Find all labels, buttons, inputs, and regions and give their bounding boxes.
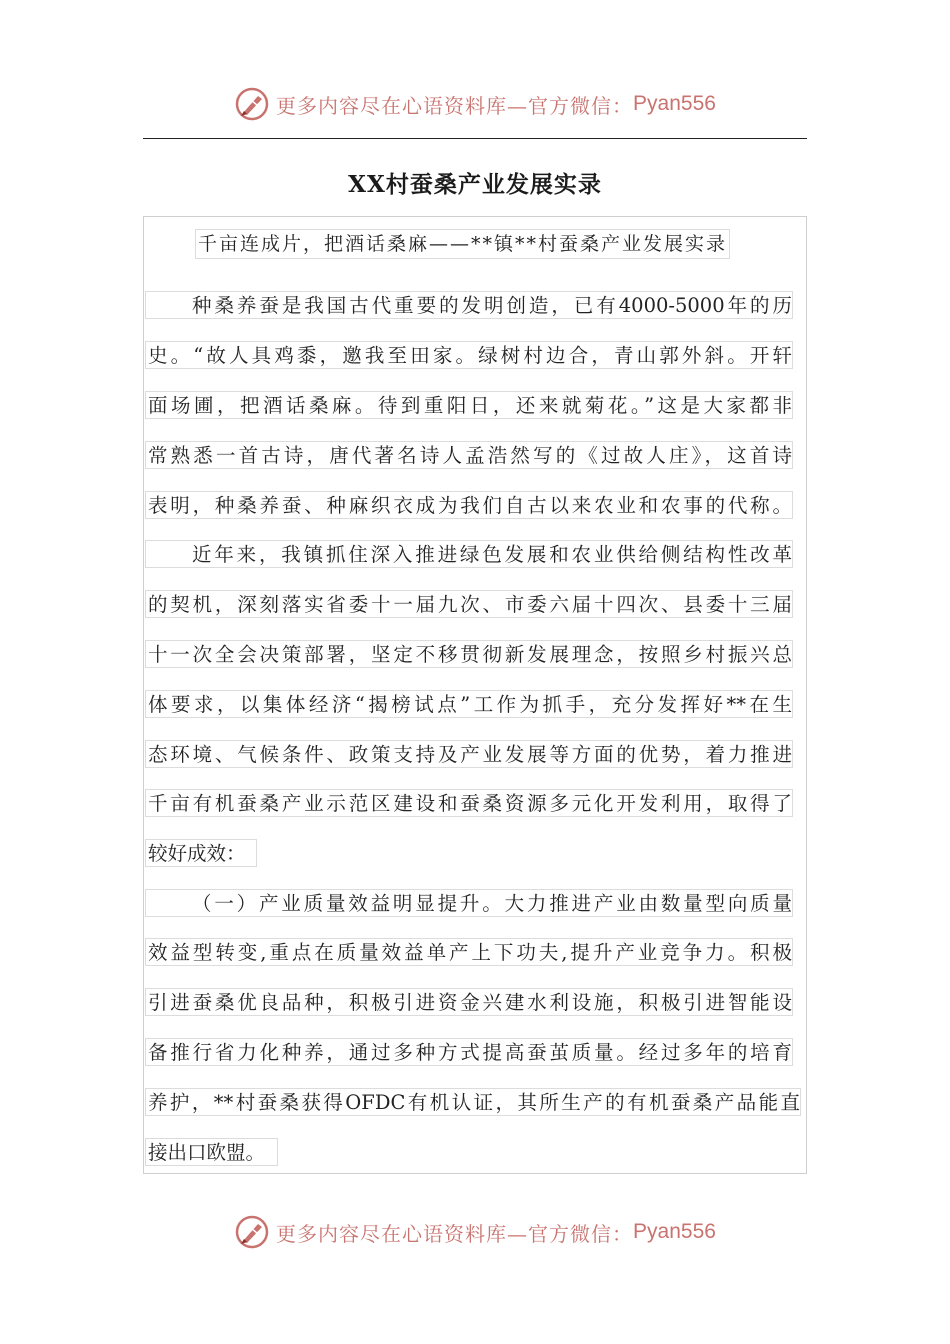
banner-wechat-id: Pyan556 (633, 92, 716, 115)
banner-wechat-id: Pyan556 (633, 1220, 716, 1243)
text-line: 养护，**村蚕桑获得OFDC有机认证，其所生产的有机蚕桑产品能直 (145, 1088, 801, 1116)
text-line: （一）产业质量效益明显提升。大力推进产业由数量型向质量 (145, 889, 793, 917)
pen-logo-icon (234, 1214, 270, 1250)
text-line: 的契机，深刻落实省委十一届九次、市委六届十四次、县委十三届 (145, 590, 793, 618)
text-line: 面场圃，把酒话桑麻。待到重阳日，还来就菊花。”这是大家都非 (145, 391, 793, 419)
text-line: 体要求，以集体经济“揭榜试点”工作为抓手，充分发挥好**在生 (145, 690, 793, 718)
banner-text: 更多内容尽在心语资料库—官方微信： (276, 1221, 634, 1246)
text-line: 近年来，我镇抓住深入推进绿色发展和农业供给侧结构性改革 (145, 540, 793, 568)
text-line: 种桑养蚕是我国古代重要的发明创造，已有4000-5000年的历 (145, 291, 793, 319)
banner-text: 更多内容尽在心语资料库—官方微信： (276, 93, 634, 118)
text-line: 史。“故人具鸡黍，邀我至田家。绿树村边合，青山郭外斜。开轩 (145, 341, 793, 369)
pen-logo-icon (234, 86, 270, 122)
document-title: XX村蚕桑产业发展实录 (348, 171, 602, 198)
text-line: 态环境、气候条件、政策支持及产业发展等方面的优势，着力推进 (145, 740, 793, 768)
text-line: 常熟悉一首古诗，唐代著名诗人孟浩然写的《过故人庄》，这首诗 (145, 441, 793, 469)
text-line: 表明，种桑养蚕、种麻织衣成为我们自古以来农业和农事的代称。 (145, 491, 793, 519)
text-line: 千亩有机蚕桑产业示范区建设和蚕桑资源多元化开发利用，取得了 (145, 789, 793, 817)
document-subtitle: 千亩连成片，把酒话桑麻——**镇**村蚕桑产业发展实录 (195, 229, 730, 259)
header-banner (0, 82, 950, 126)
text-line: 引进蚕桑优良品种，积极引进资金兴建水利设施，积极引进智能设 (145, 988, 793, 1016)
text-line: 较好成效： (145, 839, 257, 867)
text-line: 十一次全会决策部署，坚定不移贯彻新发展理念，按照乡村振兴总 (145, 640, 793, 668)
text-line: 效益型转变,重点在质量效益单产上下功夫,提升产业竞争力。积极 (145, 938, 793, 966)
text-line: 接出口欧盟。 (145, 1138, 278, 1166)
footer-banner (0, 1210, 950, 1254)
header-divider (143, 138, 807, 139)
text-line: 备推行省力化种养，通过多种方式提高蚕茧质量。经过多年的培育 (145, 1038, 793, 1066)
